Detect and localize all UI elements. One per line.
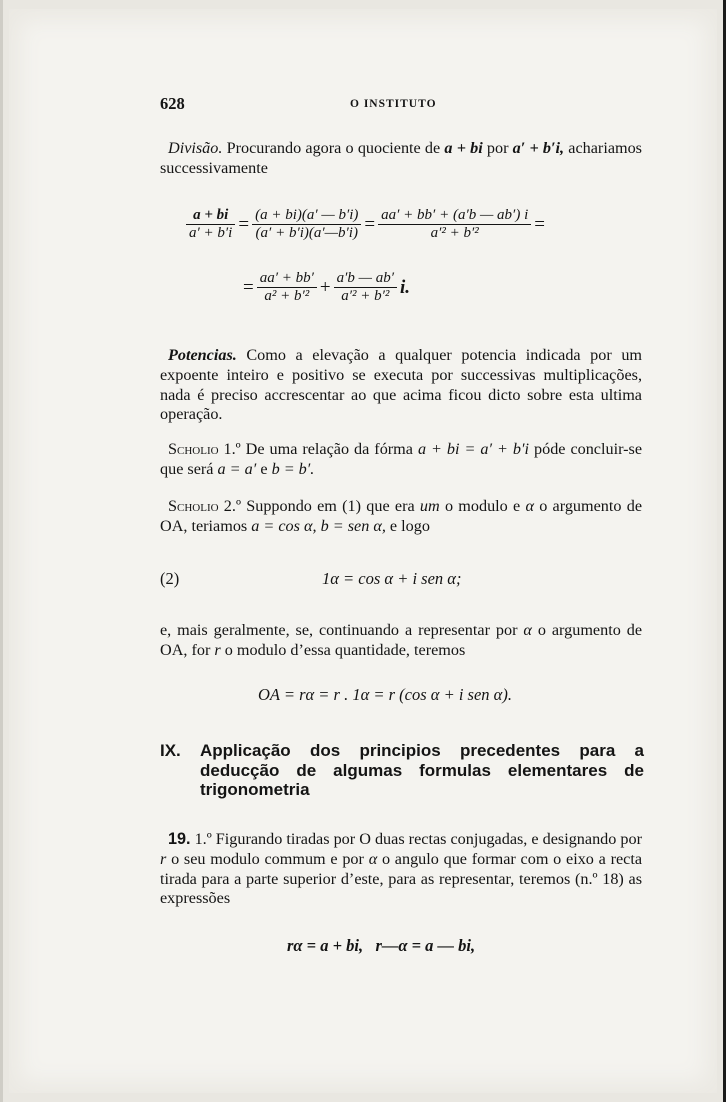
fraction-3 (378, 207, 531, 242)
potencias-paragraph (160, 346, 642, 425)
division-text-b: por (486, 139, 509, 157)
equals-sign-end: = (534, 213, 545, 235)
page-number: 628 (160, 94, 185, 113)
scholio-2-text-c: o argumento de OA, teriamos (160, 497, 643, 535)
article-19-number: 19. (168, 830, 191, 848)
fraction-2 (252, 207, 361, 242)
scholio-1-label: Scholio 1.º (168, 440, 241, 458)
alpha-symbol: α (368, 849, 378, 868)
equation-2-label: (2) (160, 569, 180, 588)
fraction-5-numerator: a′b — ab′ (334, 270, 397, 288)
scholio-1-expr-b: a = a′ (217, 459, 257, 478)
scholio-2-text-b: o modulo e (444, 497, 521, 515)
equals-sign: = (243, 276, 254, 298)
fraction-5-denominator: a′² + b′² (341, 288, 390, 304)
fraction-3-numerator: aa′ + bb′ + (a′b — ab′) i (378, 207, 531, 225)
division-expr-a: a + bi (444, 139, 483, 157)
r-symbol: r (214, 640, 221, 659)
equation-2: 1α = cos α + i sen α; (322, 569, 462, 588)
generalization-text-c: o modulo d’essa quantidade, teremos (224, 640, 466, 659)
division-paragraph (160, 139, 642, 179)
scholio-2-text-d: e logo (389, 516, 430, 535)
fraction-2-numerator: (a + bi)(a′ — b′i) (252, 207, 361, 225)
equals-sign: = (364, 213, 376, 235)
scholio-2-text-a: Suppondo em (1) que era (246, 497, 415, 515)
running-header (160, 94, 642, 116)
scholio-1-text-a: De uma relação da fórma (245, 440, 413, 458)
running-title: O INSTITUTO (350, 98, 437, 110)
section-title: Applicação dos principios precedentes para a deducção de algumas formulas elementares de trigonometria (200, 741, 644, 799)
generalization-text-a: e, mais geralmente, se, continuando a representar por (160, 621, 518, 639)
fraction-1 (186, 207, 235, 242)
generalization-text-b: o argumento de OA, for (160, 621, 643, 659)
alpha-symbol: α (523, 621, 532, 639)
fraction-4 (257, 270, 317, 305)
division-label: Divisão. (168, 139, 223, 157)
scan-edge-left (0, 0, 3, 1102)
division-equation-line2 (240, 270, 413, 305)
scholio-1-expr-a: a + bi = a′ + b′i (417, 440, 530, 458)
section-number: IX. (160, 741, 181, 760)
division-equation-line1 (186, 207, 548, 242)
article-19-text-a: 1.º Figurando tiradas por O duas rectas conjugadas, e designando por (194, 830, 642, 848)
equals-sign: = (238, 213, 250, 235)
division-text-a: Procurando agora o quociente de (226, 139, 441, 157)
scholio-2-expr-sen: b = sen α, (320, 516, 386, 535)
potencias-label: Potencias. (168, 346, 237, 364)
scholio-2-paragraph (160, 497, 642, 537)
scholio-1-paragraph (160, 440, 642, 480)
scholio-1-text-b: póde concluir-se que será (160, 440, 643, 478)
alpha-symbol: α (525, 497, 534, 515)
article-19-paragraph (160, 830, 642, 909)
scholio-2-word-um: um (419, 497, 440, 515)
section-heading (160, 741, 646, 803)
division-expr-b: a′ + b′i, (512, 139, 565, 157)
scholio-1-expr-c: b = b′. (271, 459, 315, 478)
equation-4: rα = a + bi, r—α = a — bi, (287, 936, 476, 955)
fraction-2-denominator: (a′ + b′i)(a′—b′i) (255, 225, 358, 241)
potencias-text: Como a elevação a qualquer potencia indicada por um expoente inteiro e positivo se executa por successivas multiplicações, nada é preciso accrescentar ao que acima ficou dicto sobre esta ultima operação. (160, 346, 642, 424)
article-19-text-b: o seu modulo commum e por (171, 849, 364, 868)
fraction-1-denominator: a′ + b′i (189, 225, 233, 241)
generalization-paragraph (160, 621, 642, 661)
fraction-3-denominator: a′² + b′² (430, 225, 479, 241)
r-symbol: r (160, 849, 167, 868)
fraction-4-denominator: a² + b′² (264, 288, 310, 304)
plus-sign: + (319, 276, 331, 298)
fraction-4-numerator: aa′ + bb′ (257, 270, 317, 288)
division-text-c: achariamos successivamente (160, 139, 642, 177)
equation-3: OA = rα = r . 1α = r (cos α + i sen α). (258, 685, 512, 704)
fraction-5 (334, 270, 397, 305)
scholio-2-expr-cos: a = cos α, (251, 516, 317, 535)
scholio-2-label: Scholio 2.º (168, 497, 241, 515)
scholio-1-text-c: e (260, 459, 268, 478)
fraction-1-numerator: a + bi (186, 207, 235, 225)
article-19-text-c: o angulo que formar com o eixo a recta tirada para a parte superior d’este, para as representar, teremos (n.º 18) as expressões (160, 849, 643, 908)
imaginary-unit: i. (400, 276, 411, 298)
